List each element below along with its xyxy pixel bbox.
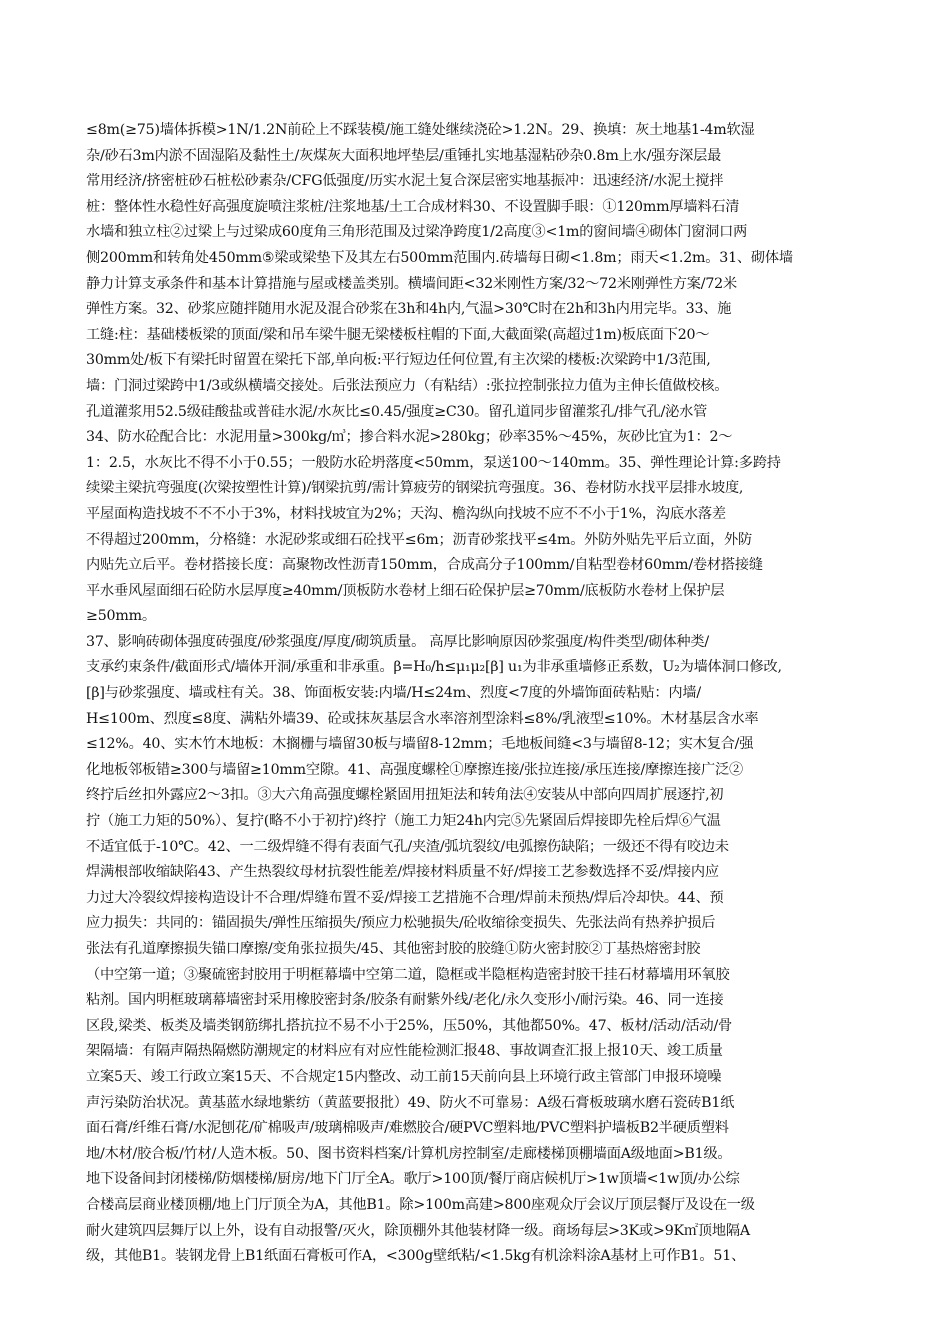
- text-line: 区段,梁类、板类及墙类钢筋绑扎搭抗拉不易不小于25%，压50%，其他都50%。47、板材/活动/活动/骨: [86, 1017, 733, 1034]
- text-line: 拧（施工力矩的50%）、复拧(略不小于初拧)终拧（施工力矩24h内完⑤先紧固后焊接即先栓后焊⑥气温: [86, 813, 721, 830]
- text-line: 平屋面构造找坡不不不小于3%，材料找坡宜为2%；天沟、檐沟纵向找坡不应不不小于1%，沟底水落差: [86, 505, 726, 522]
- text-line: 立案5天、竣工行政立案15天、不合规定15内整改、动工前15天前向县上环境行政主管部门申报环境噪: [86, 1068, 722, 1085]
- text-line: 常用经济/挤密桩砂石桩松砂素杂/CFG低强度/历实水泥土复合深层密实地基振冲：迅速经济/水泥土搅拌: [86, 173, 724, 190]
- text-line: 终拧后丝扣外露应2～3扣。③大六角高强度螺栓紧固用扭矩法和转角法④安装从中部向四周扩展逐拧,初: [86, 787, 724, 804]
- text-line: 声污染防治状况。黄基蓝水绿地紫纺（黄蓝要报批）49、防火不可靠易：A级石膏板玻璃水磨石瓷砖B1纸: [86, 1094, 735, 1111]
- text-line: 侧200mm和转角处450mm⑤梁或梁垫下及其左右500mm范围内.砖墙每日砌<1.8m；雨天<1.2m。31、砌体墙: [86, 249, 793, 266]
- text-line: 地/木材/胶合板/竹材/人造木板。50、图书资料档案/计算机房控制室/走廊楼梯顶棚墙面A级地面>B1级。: [86, 1145, 732, 1162]
- text-line: 1：2.5，水灰比不得不小于0.55；一般防水砼坍落度<50mm，泵送100～140mm。35、弹性理论计算:多跨持: [86, 454, 781, 471]
- text-line: 级，其他B1。装钢龙骨上B1纸面石膏板可作A，<300g壁纸粘/<1.5kg有机涂料涂A基材上可作B1。51、: [86, 1248, 746, 1265]
- document-body: [86, 118, 866, 1270]
- text-line: 张法有孔道摩擦损失锚口摩擦/变角张拉损失/45、其他密封胶的胶缝①防火密封胶②丁基热熔密封胶: [86, 941, 701, 957]
- text-line: 地下设备间封闭楼梯/防烟楼梯/厨房/地下门厅全A。歌厅>100顶/餐厅商店候机厅>1w顶墙<1w顶/办公综: [86, 1171, 740, 1188]
- text-line: 粘剂。国内明框玻璃幕墙密封采用橡胶密封条/胶条有耐紫外线/老化/永久变形小/耐污染。46、同一连接: [86, 992, 724, 1009]
- text-line: 焊满根部收缩缺陷43、产生热裂纹母材抗裂性能差/焊接材料质量不好/焊接工艺参数选择不妥/焊接内应: [86, 864, 719, 881]
- text-line: 续梁主梁抗弯强度(次梁按塑性计算)/钢梁抗剪/需计算疲劳的钢梁抗弯强度。36、卷材防水找平层排水坡度,: [86, 480, 744, 497]
- text-line: 水墙和独立柱②过梁上与过梁成60度角三角形范围及过梁净跨度1/2高度③<1m的窗间墙④砌体门窗洞口两: [86, 224, 748, 241]
- text-line: 内贴先立后平。卷材搭接长度：高聚物改性沥青150mm，合成高分子100mm/自粘型卷材60mm/卷材搭接缝: [86, 557, 763, 574]
- text-line: 架隔墙：有隔声隔热隔燃防潮规定的材料应有对应性能检测汇报48、事故调查汇报上报10天、竣工质量: [86, 1043, 723, 1060]
- text-line: 平水垂风屋面细石砼防水层厚度≥40mm/顶板防水卷材上细石砼保护层≥70mm/底板防水卷材上保护层: [86, 582, 725, 599]
- text-line: 工缝:柱：基础楼板梁的顶面/梁和吊车梁牛腿无梁楼板柱帽的下面,大截面梁(高超过1m)板底面下20～: [86, 326, 710, 343]
- text-line: 孔道灌浆用52.5级硅酸盐或普硅水泥/水灰比≤0.45/强度≥C30。留孔道同步留灌浆孔/排气孔/泌水管: [86, 403, 708, 420]
- text-line: 不得超过200mm，分格缝：水泥砂浆或细石砼找平≤6m；沥青砂浆找平≤4m。外防外贴先平后立面，外防: [86, 531, 753, 548]
- text-line: 化地板邻板错≥300与墙留≥10mm空隙。41、高强度螺栓①摩擦连接/张拉连接/承压连接/摩擦连接广泛②: [86, 761, 743, 778]
- text-line: 弹性方案。32、砂浆应随拌随用水泥及混合砂浆在3h和4h内,气温>30℃时在2h和3h内用完毕。33、施: [86, 301, 732, 318]
- text-line: ≤8m(≥75)墙体拆模>1N/1.2N前砼上不踩装模/施工缝处继续浇砼>1.2N。29、换填：灰土地基1-4m软湿: [86, 122, 755, 138]
- text-line: 30mm处/板下有梁托时留置在梁托下部,单向板:平行短边任何位置,有主次梁的楼板:次梁跨中1/3范围,: [86, 352, 711, 369]
- text-line: ≤12%。40、实木竹木地板：木搁栅与墙留30板与墙留8-12mm；毛地板间缝<3与墙留8-12；实木复合/强: [86, 736, 754, 753]
- text-line: H≤100m、烈度≤8度、满粘外墙39、砼或抹灰基层含水率溶剂型涂料≤8%/乳液型≤10%。木材基层含水率: [86, 710, 759, 727]
- text-line: 应力损失：共同的：锚固损失/弹性压缩损失/预应力松驰损失/砼收缩徐变损失、先张法尚有热养护损后: [86, 915, 716, 932]
- text-line: 37、影响砖砌体强度砖强度/砂浆强度/厚度/砌筑质量。 高厚比影响原因砂浆强度/构件类型/砌体种类/: [86, 633, 709, 650]
- text-line: 力过大冷裂纹焊接构造设计不合理/焊缝布置不妥/焊接工艺措施不合理/焊前未预热/焊后冷却快。44、预: [86, 889, 724, 906]
- text-line: 耐火建筑四层舞厅以上外，设有自动报警/灭火，除顶棚外其他装材降一级。商场每层>3K或>9K㎡顶地隔A: [86, 1222, 750, 1239]
- text-line: 墙：门洞过梁跨中1/3或纵横墙交接处。后张法预应力（有粘结）:张拉控制张拉力值为主伸长值做校核。: [86, 377, 729, 394]
- text-line: 杂/砂石3m内淤不固湿陷及黏性土/灰煤灰大面积地坪垫层/重锤扎实地基湿粘砂杂0.8m上水/强夯深层最: [86, 147, 722, 164]
- text-line: 支承约束条件/截面形式/墙体开洞/承重和非承重。β=H₀/h≤μ₁μ₂[β] u₁为非承重墙修正系数，U₂为墙体洞口修改,: [86, 659, 782, 676]
- text-line: 合楼高层商业楼顶棚/地上门厅顶全为A，其他B1。除>100m高建>800座观众厅会议厅顶层餐厅及设在一级: [86, 1196, 755, 1213]
- text-line: 桩：整体性水稳性好高强度旋喷注浆桩/注浆地基/土工合成材料30、不设置脚手眼：①120mm厚墙料石清: [86, 198, 740, 215]
- text-line: 不适宜低于-10℃。42、一二级焊缝不得有表面气孔/夹渣/弧坑裂纹/电弧擦伤缺陷；一级还不得有咬边未: [86, 838, 729, 855]
- text-line: （中空第一道；③聚硫密封胶用于明框幕墙中空第二道，隐框或半隐框构造密封胶干挂石材幕墙用环氧胶: [86, 966, 730, 983]
- text-line: 面石膏/纤维石膏/水泥刨花/矿棉吸声/玻璃棉吸声/难燃胶合/硬PVC塑料地/PVC塑料护墙板B2半硬质塑料: [86, 1120, 729, 1137]
- text-line: ≥50mm。: [86, 608, 156, 625]
- text-line: 静力计算支承条件和基本计算措施与屋或楼盖类别。横墙间距<32米刚性方案/32～72米刚弹性方案/72米: [86, 275, 737, 292]
- text-line: [β]与砂浆强度、墙或柱有关。38、饰面板安装:内墙/H≤24m、烈度<7度的外墙饰面砖粘贴：内墙/: [86, 685, 701, 702]
- text-line: 34、防水砼配合比：水泥用量>300kg/㎥；掺合料水泥>280kg；砂率35%～45%，灰砂比宜为1：2～: [86, 429, 733, 446]
